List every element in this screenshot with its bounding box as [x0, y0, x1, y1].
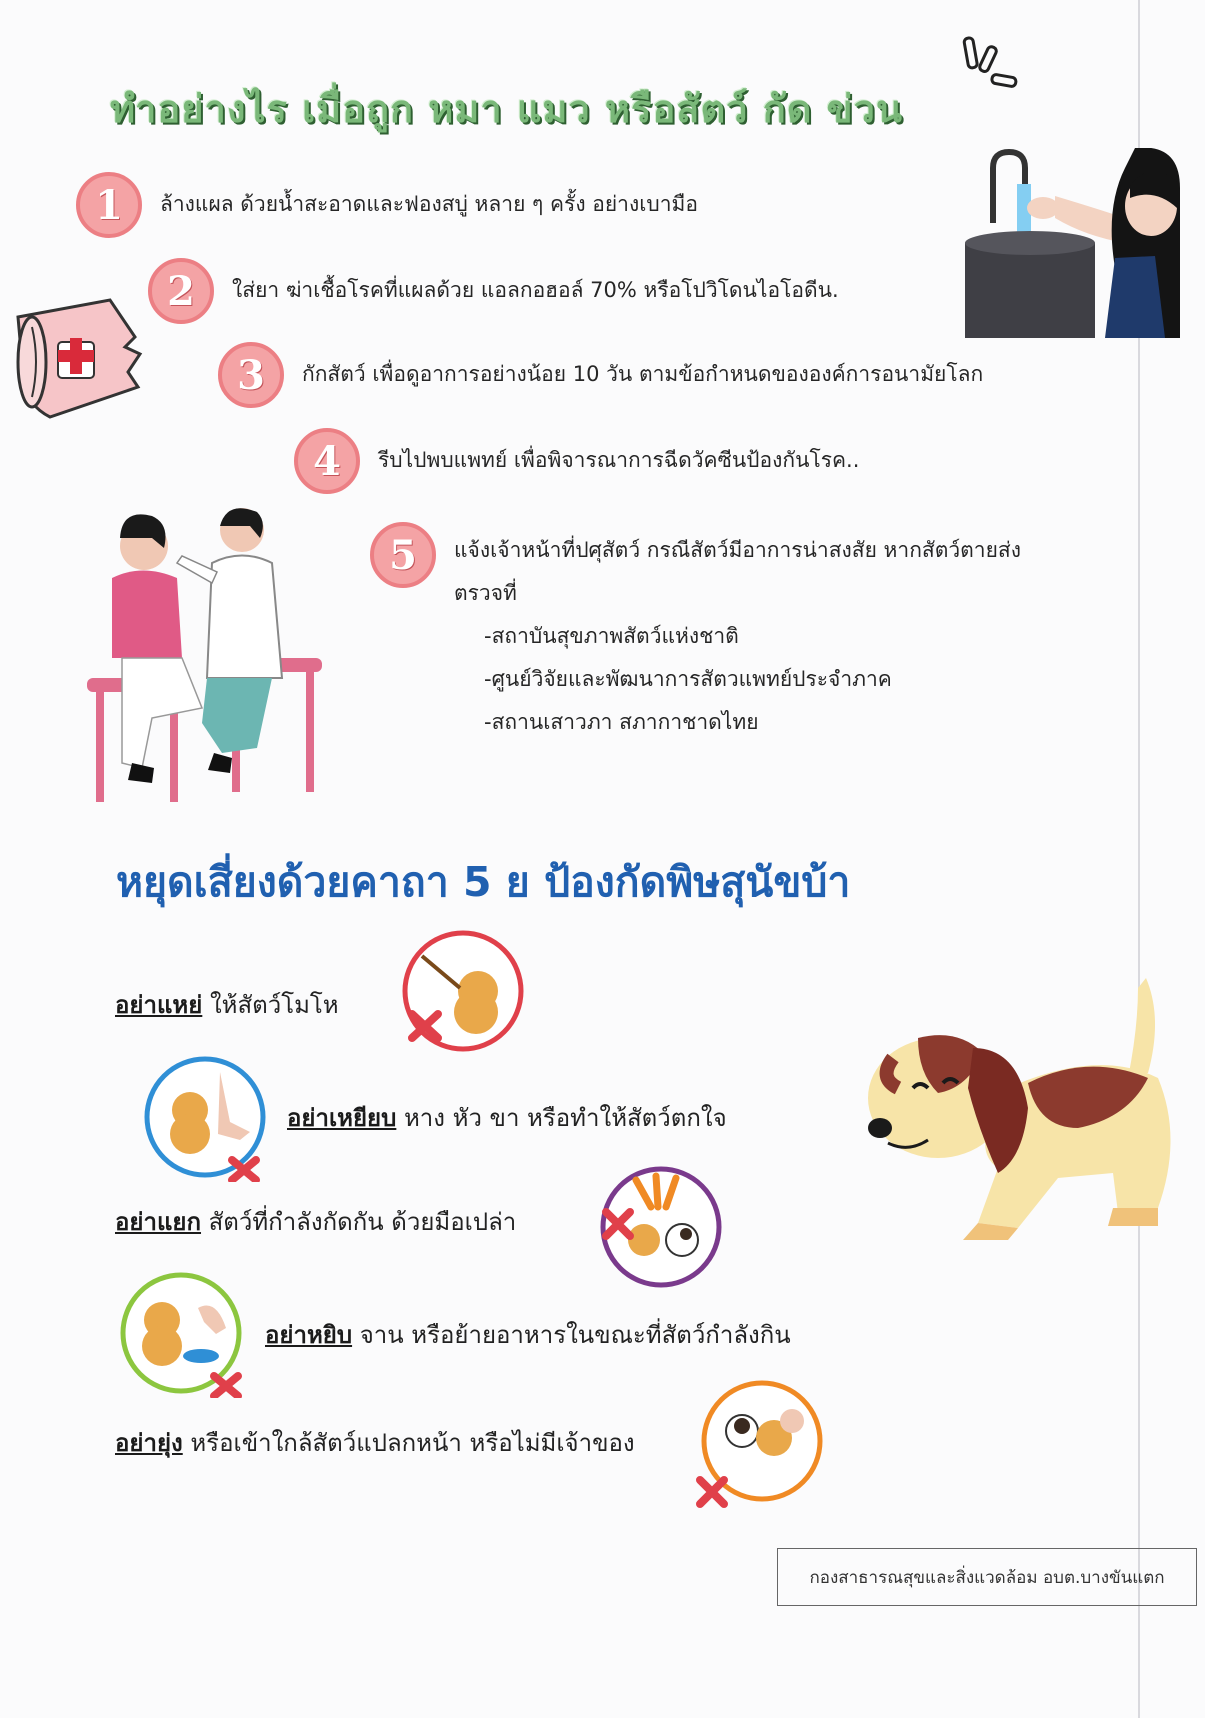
vaccination-illustration	[82, 508, 322, 818]
step-text: ใส่ยา ฆ่าเชื้อโรคที่แผลด้วย แอลกอฮอล์ 70% หรือโปวิโดนไอโอดีน.	[232, 278, 839, 302]
rule-text: หรือเข้าใกล้สัตว์แปลกหน้า หรือไม่มีเจ้าของ	[182, 1429, 635, 1457]
rule-text: จาน หรือย้ายอาหารในขณะที่สัตว์กำลังกิน	[352, 1321, 791, 1349]
rule-key: อย่ายุ่ง	[115, 1429, 183, 1457]
rule-key: อย่าหยิบ	[265, 1321, 353, 1349]
rule-4	[265, 1315, 791, 1354]
rule-3	[115, 1202, 516, 1241]
step-5-main-text: แจ้งเจ้าหน้าที่ปศุสัตว์ กรณีสัตว์มีอาการน่าสงสัย หากสัตว์ตายส่งตรวจที่	[454, 538, 1021, 605]
bandage-icon	[10, 292, 145, 422]
no-stepping-icon	[140, 1052, 270, 1182]
step-text: ล้างแผล ด้วยน้ำสะอาดและฟองสบู่ หลาย ๆ ครั้ง อย่างเบามือ	[160, 192, 698, 216]
step-text	[454, 522, 1034, 744]
rule-key: อย่าแหย่	[115, 991, 203, 1019]
step-1	[76, 172, 698, 238]
step-2	[148, 258, 839, 324]
step-number-badge: 1	[76, 172, 142, 238]
rule-text: หาง หัว ขา หรือทำให้สัตว์ตกใจ	[396, 1104, 727, 1132]
rule-text: สัตว์ที่กำลังกัดกัน ด้วยมือเปล่า	[201, 1208, 517, 1236]
page-title: ทำอย่างไร เมื่อถูก หมา แมว หรือสัตว์ กัด ข่วน	[110, 86, 903, 131]
rabies-headline: หยุดเสี่ยงด้วยคาถา 5 ย ป้องกัดพิษสุนัขบ้า	[116, 858, 851, 906]
emphasis-burst-icon	[958, 32, 1028, 102]
step-3	[218, 342, 983, 408]
step-number-badge: 2	[148, 258, 214, 324]
step-5	[370, 522, 1034, 744]
no-teasing-icon	[398, 926, 528, 1056]
rule-2	[287, 1098, 727, 1137]
no-separating-icon	[596, 1162, 726, 1292]
rule-5	[115, 1423, 635, 1462]
step-number-badge: 4	[294, 428, 360, 494]
place-item: -สถาบันสุขภาพสัตว์แห่งชาติ	[484, 624, 739, 648]
place-item: -สถานเสาวภา สภากาชาดไทย	[484, 710, 759, 734]
no-grabbing-food-icon	[116, 1268, 246, 1398]
dog-illustration	[858, 978, 1193, 1248]
rule-1	[115, 985, 339, 1024]
step-4	[294, 428, 859, 494]
rule-text: ให้สัตว์โมโห	[202, 991, 339, 1019]
step-number-badge: 5	[370, 522, 436, 588]
step-text: รีบไปพบแพทย์ เพื่อพิจารณาการฉีดวัคซีนป้องกันโรค..	[378, 448, 860, 472]
step-text: กักสัตว์ เพื่อดูอาการอย่างน้อย 10 วัน ตามข้อกำหนดขององค์การอนามัยโลก	[302, 362, 984, 386]
no-approaching-strays-icon	[692, 1376, 827, 1511]
washing-hands-illustration	[965, 148, 1180, 338]
cross-mark-icon	[214, 1376, 238, 1396]
rule-key: อย่าแยก	[115, 1208, 202, 1236]
footer-credit: กองสาธารณสุขและสิ่งแวดล้อม อบต.บางขันแตก	[777, 1548, 1197, 1606]
rule-key: อย่าเหยียบ	[287, 1104, 397, 1132]
step-number-badge: 3	[218, 342, 284, 408]
place-item: -ศูนย์วิจัยและพัฒนาการสัตวแพทย์ประจำภาค	[484, 667, 892, 691]
cross-mark-icon	[700, 1480, 724, 1504]
